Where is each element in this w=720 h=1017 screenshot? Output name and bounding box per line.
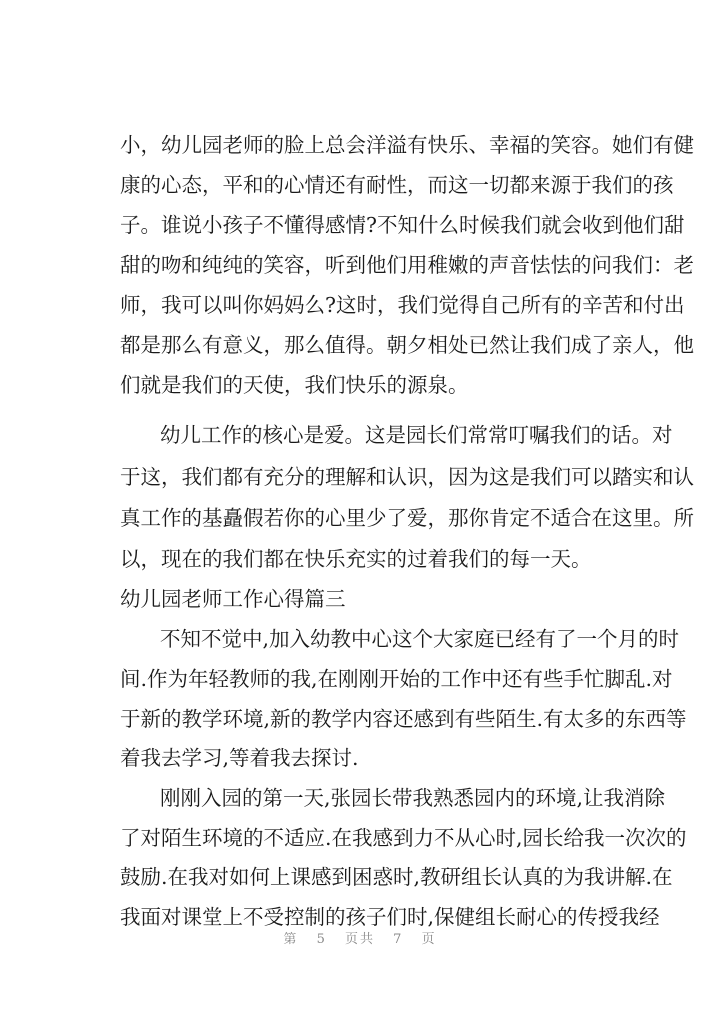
- page-number-footer: [0, 928, 720, 947]
- text-line: 们就是我们的天使，我们快乐的源泉。: [120, 373, 469, 397]
- footer-suffix: 页: [421, 932, 437, 947]
- text-line: 于这，我们都有充分的理解和认识，因为这是我们可以踏实和认: [120, 465, 694, 489]
- text-line: 真工作的基矗假若你的心里少了爱，那你肯定不适合在这里。所: [120, 506, 694, 530]
- text-line: 康的心态，平和的心情还有耐性，而这一切都来源于我们的孩: [120, 173, 674, 197]
- section-heading: 幼儿园老师工作心得篇三: [120, 587, 346, 611]
- text-line: 鼓励.在我对如何上课感到困惑时,教研组长认真的为我讲解.在: [120, 865, 673, 889]
- footer-middle: 页共: [344, 932, 375, 947]
- footer-prefix: 第: [283, 932, 299, 947]
- text-line: 间.作为年轻教师的我,在刚刚开始的工作中还有些手忙脚乱.对: [120, 667, 673, 691]
- text-line: 幼儿工作的核心是爱。这是园长们常常叮嘱我们的话。对: [160, 423, 673, 447]
- text-line: 刚刚入园的第一天,张园长带我熟悉园内的环境,让我消除: [160, 786, 666, 810]
- text-line: 甜的吻和纯纯的笑容，听到他们用稚嫩的声音怯怯的问我们：老: [120, 253, 694, 277]
- text-line: 着我去学习,等着我去探讨.: [120, 746, 359, 770]
- text-line: 子。谁说小孩子不懂得感情?不知什么时候我们就会收到他们甜: [120, 213, 685, 237]
- text-line: 师，我可以叫你妈妈么?这时，我们觉得自己所有的辛苦和付出: [120, 293, 685, 317]
- text-line: 不知不觉中,加入幼教中心这个大家庭已经有了一个月的时: [160, 627, 680, 651]
- text-line: 了对陌生环境的不适应.在我感到力不从心时,园长给我一次次的: [120, 826, 687, 850]
- footer-total-pages: 7: [393, 932, 404, 947]
- text-line: 小，幼儿园老师的脸上总会洋溢有快乐、幸福的笑容。她们有健: [120, 133, 694, 157]
- footer-current-page: 5: [316, 932, 327, 947]
- text-line: 我面对课堂上不受控制的孩子们时,保健组长耐心的传授我经: [120, 905, 660, 929]
- text-line: 以，现在的我们都在快乐充实的过着我们的每一天。: [120, 547, 592, 571]
- text-line: 于新的教学环境,新的教学内容还感到有些陌生.有太多的东西等: [120, 707, 687, 731]
- text-line: 都是那么有意义，那么值得。朝夕相处已然让我们成了亲人，他: [120, 333, 694, 357]
